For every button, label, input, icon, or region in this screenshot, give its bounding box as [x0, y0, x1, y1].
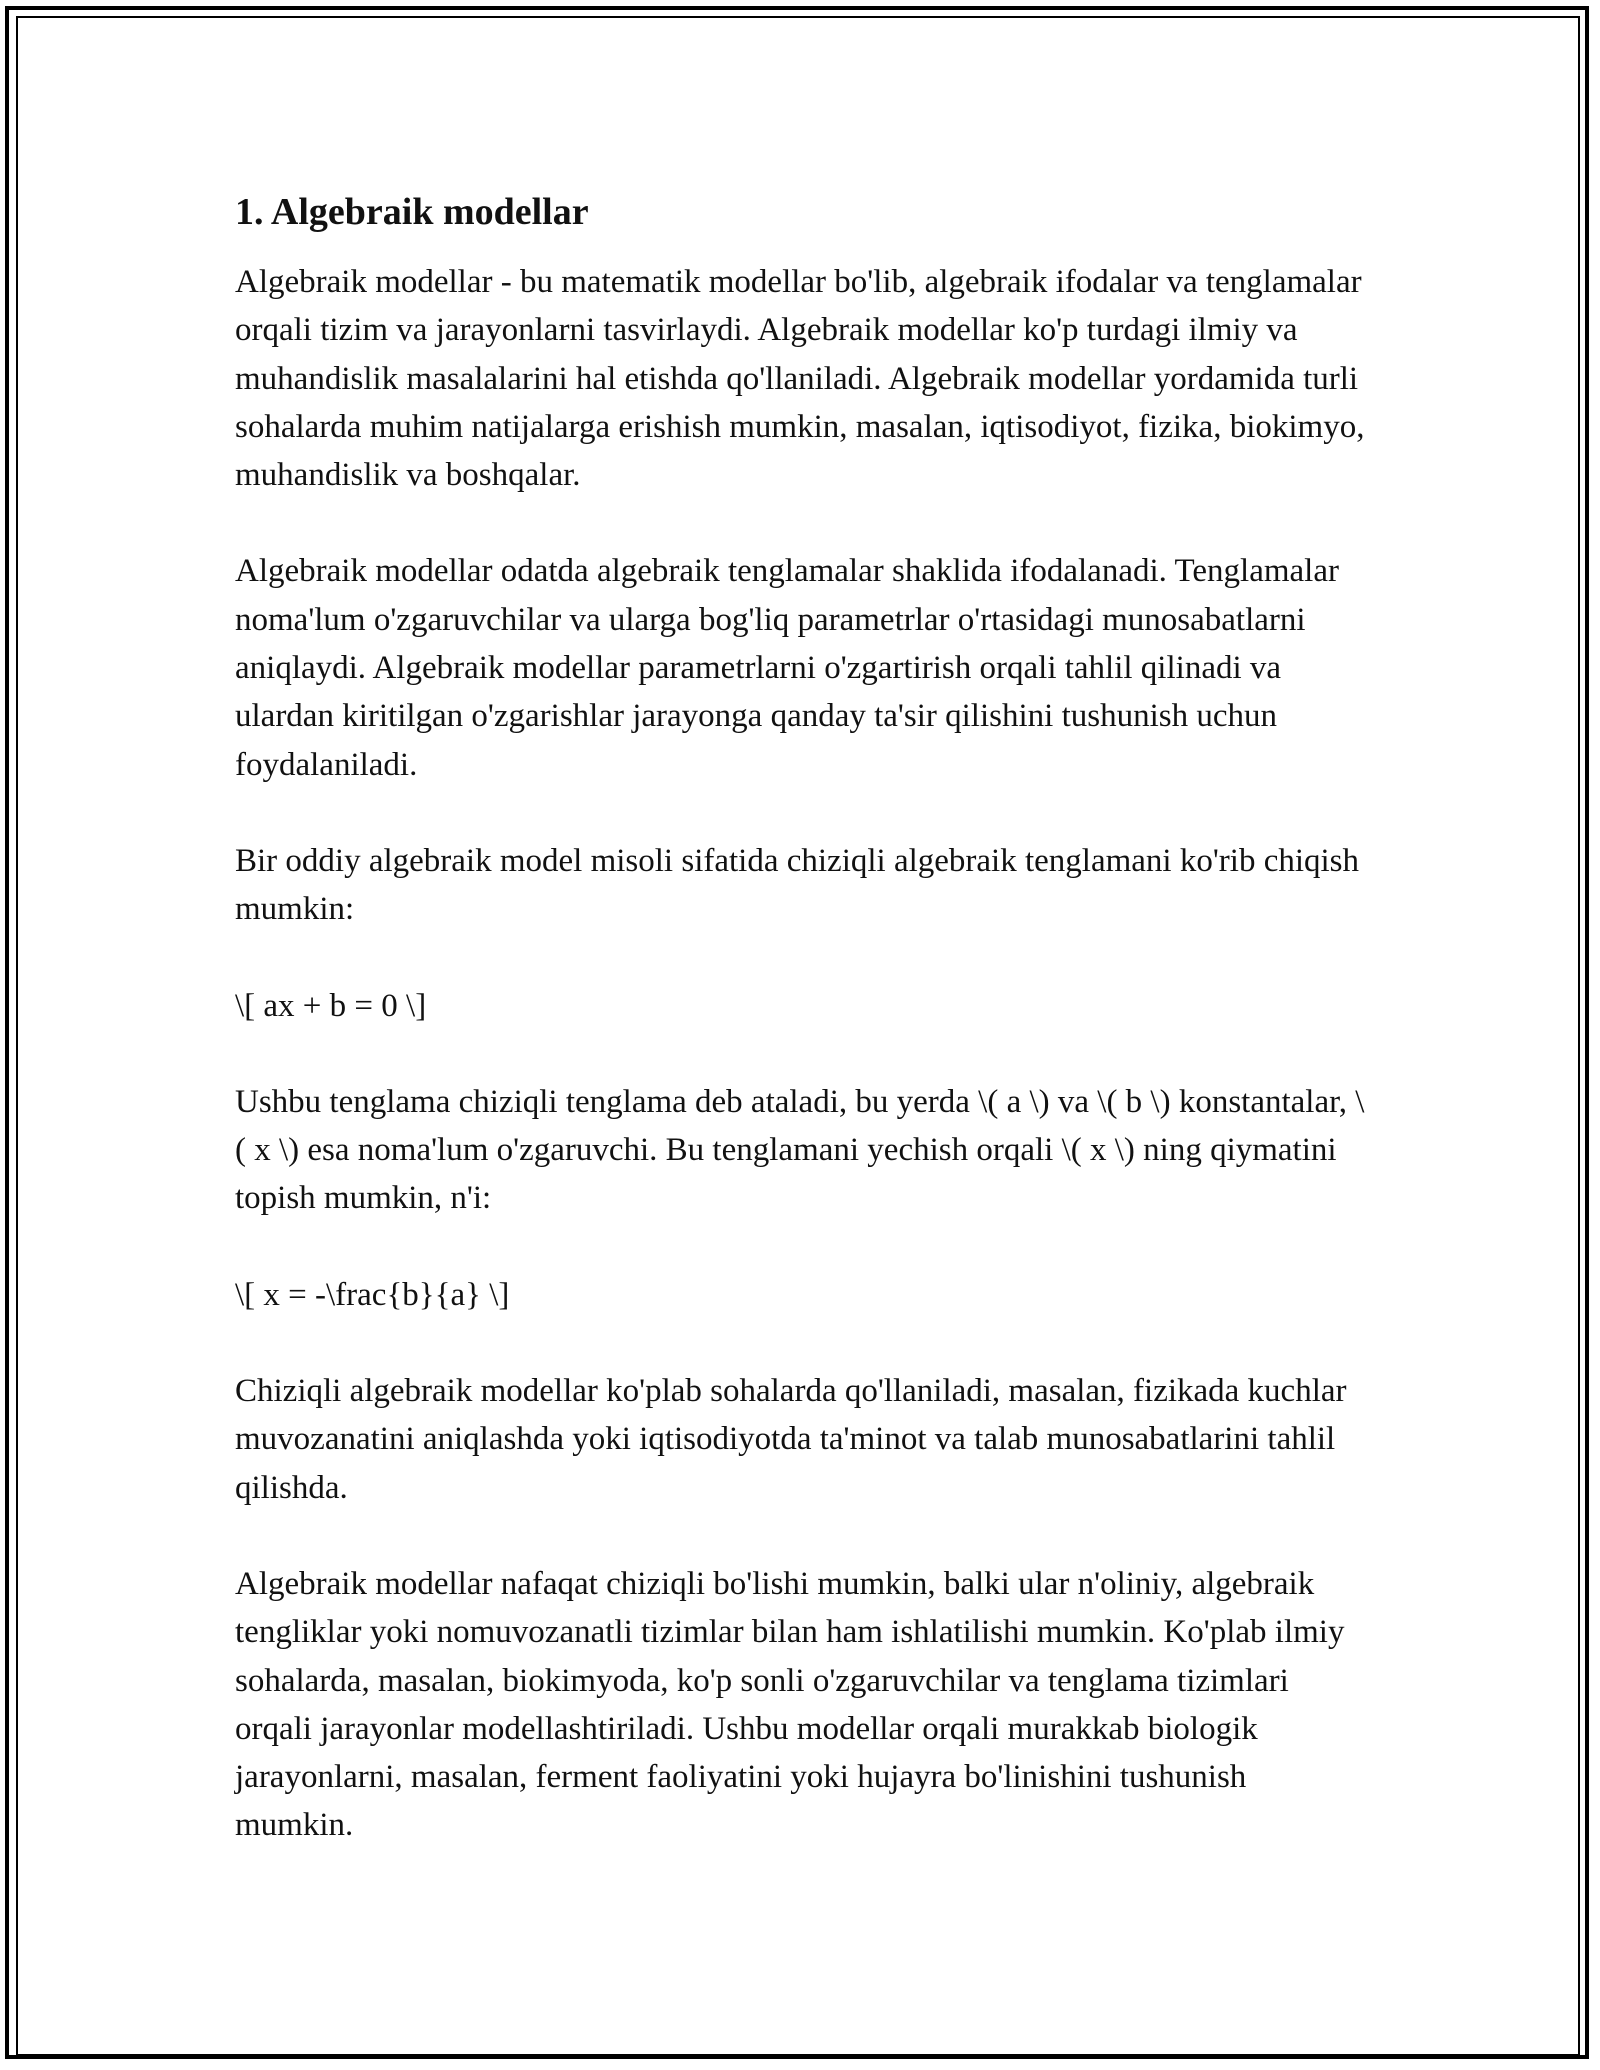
equation-solution: \[ x = -\frac{b}{a} \] — [235, 1276, 510, 1313]
paragraph-applications: Chiziqli algebraik modellar ko'plab sohalarda qo'llaniladi, masalan, fizikada kuchlar muvozanatini aniqlashda yoki iqtisodiyotda ta'minot va talab munosabatlarini tahlil qilishda. — [235, 1373, 1347, 1506]
paragraph-equations-description: Algebraik modellar odatda algebraik tenglamalar shaklida ifodalanadi. Tenglamalar noma'lum o'zgaruvchilar va ularga bog'liq parametrlar o'rtasidagi munosabatlarni aniqlaydi. Algebraik modellar parametrlarni o'zgartirish orqali tahlil qilinadi va ulardan kiritilgan o'zgarishlar jarayonga qanday ta'sir qilishini tushunish uchun foydalaniladi. — [235, 553, 1339, 783]
section-heading: 1. Algebraik modellar — [235, 191, 589, 233]
paragraph-example-intro: Bir oddiy algebraik model misoli sifatida chiziqli algebraik tenglamani ko'rib chiqish mumkin: — [235, 842, 1360, 928]
paragraph-nonlinear-models: Algebraik modellar nafaqat chiziqli bo'lishi mumkin, balki ular n'oliniy, algebraik tengliklar yoki nomuvozanatli tizimlar bilan ham ishlatilishi mumkin. Ko'plab ilmiy sohalarda, masalan, biokimyoda, ko'p sonli o'zgaruvchilar va tenglama tizimlari orqali jarayonlar modellashtiriladi. Ushbu modellar orqali murakkab biologik jarayonlarni, masalan, ferment faoliyatini yoki hujayra bo'linishini tushunish mumkin. — [235, 1565, 1345, 1844]
document-body — [235, 186, 1365, 1898]
equation-linear: \[ ax + b = 0 \] — [235, 987, 427, 1024]
paragraph-definition: Algebraik modellar - bu matematik modellar bo'lib, algebraik ifodalar va tenglamalar orqali tizim va jarayonlarni tasvirlaydi. Algebraik modellar ko'p turdagi ilmiy va muhandislik masalalarini hal etishda qo'llaniladi. Algebraik modellar yordamida turli sohalarda muhim natijalarga erishish mumkin, masalan, iqtisodiyot, fizika, biokimyo, muhandislik va boshqalar. — [235, 264, 1365, 494]
paragraph-equation-explanation: Ushbu tenglama chiziqli tenglama deb ataladi, bu yerda \( a \) va \( b \) konstantalar, \( x \) esa noma'lum o'zgaruvchi. Bu tenglamani yechish orqali \( x \) ning qiymatini topish mumkin, n'i: — [235, 1083, 1365, 1217]
